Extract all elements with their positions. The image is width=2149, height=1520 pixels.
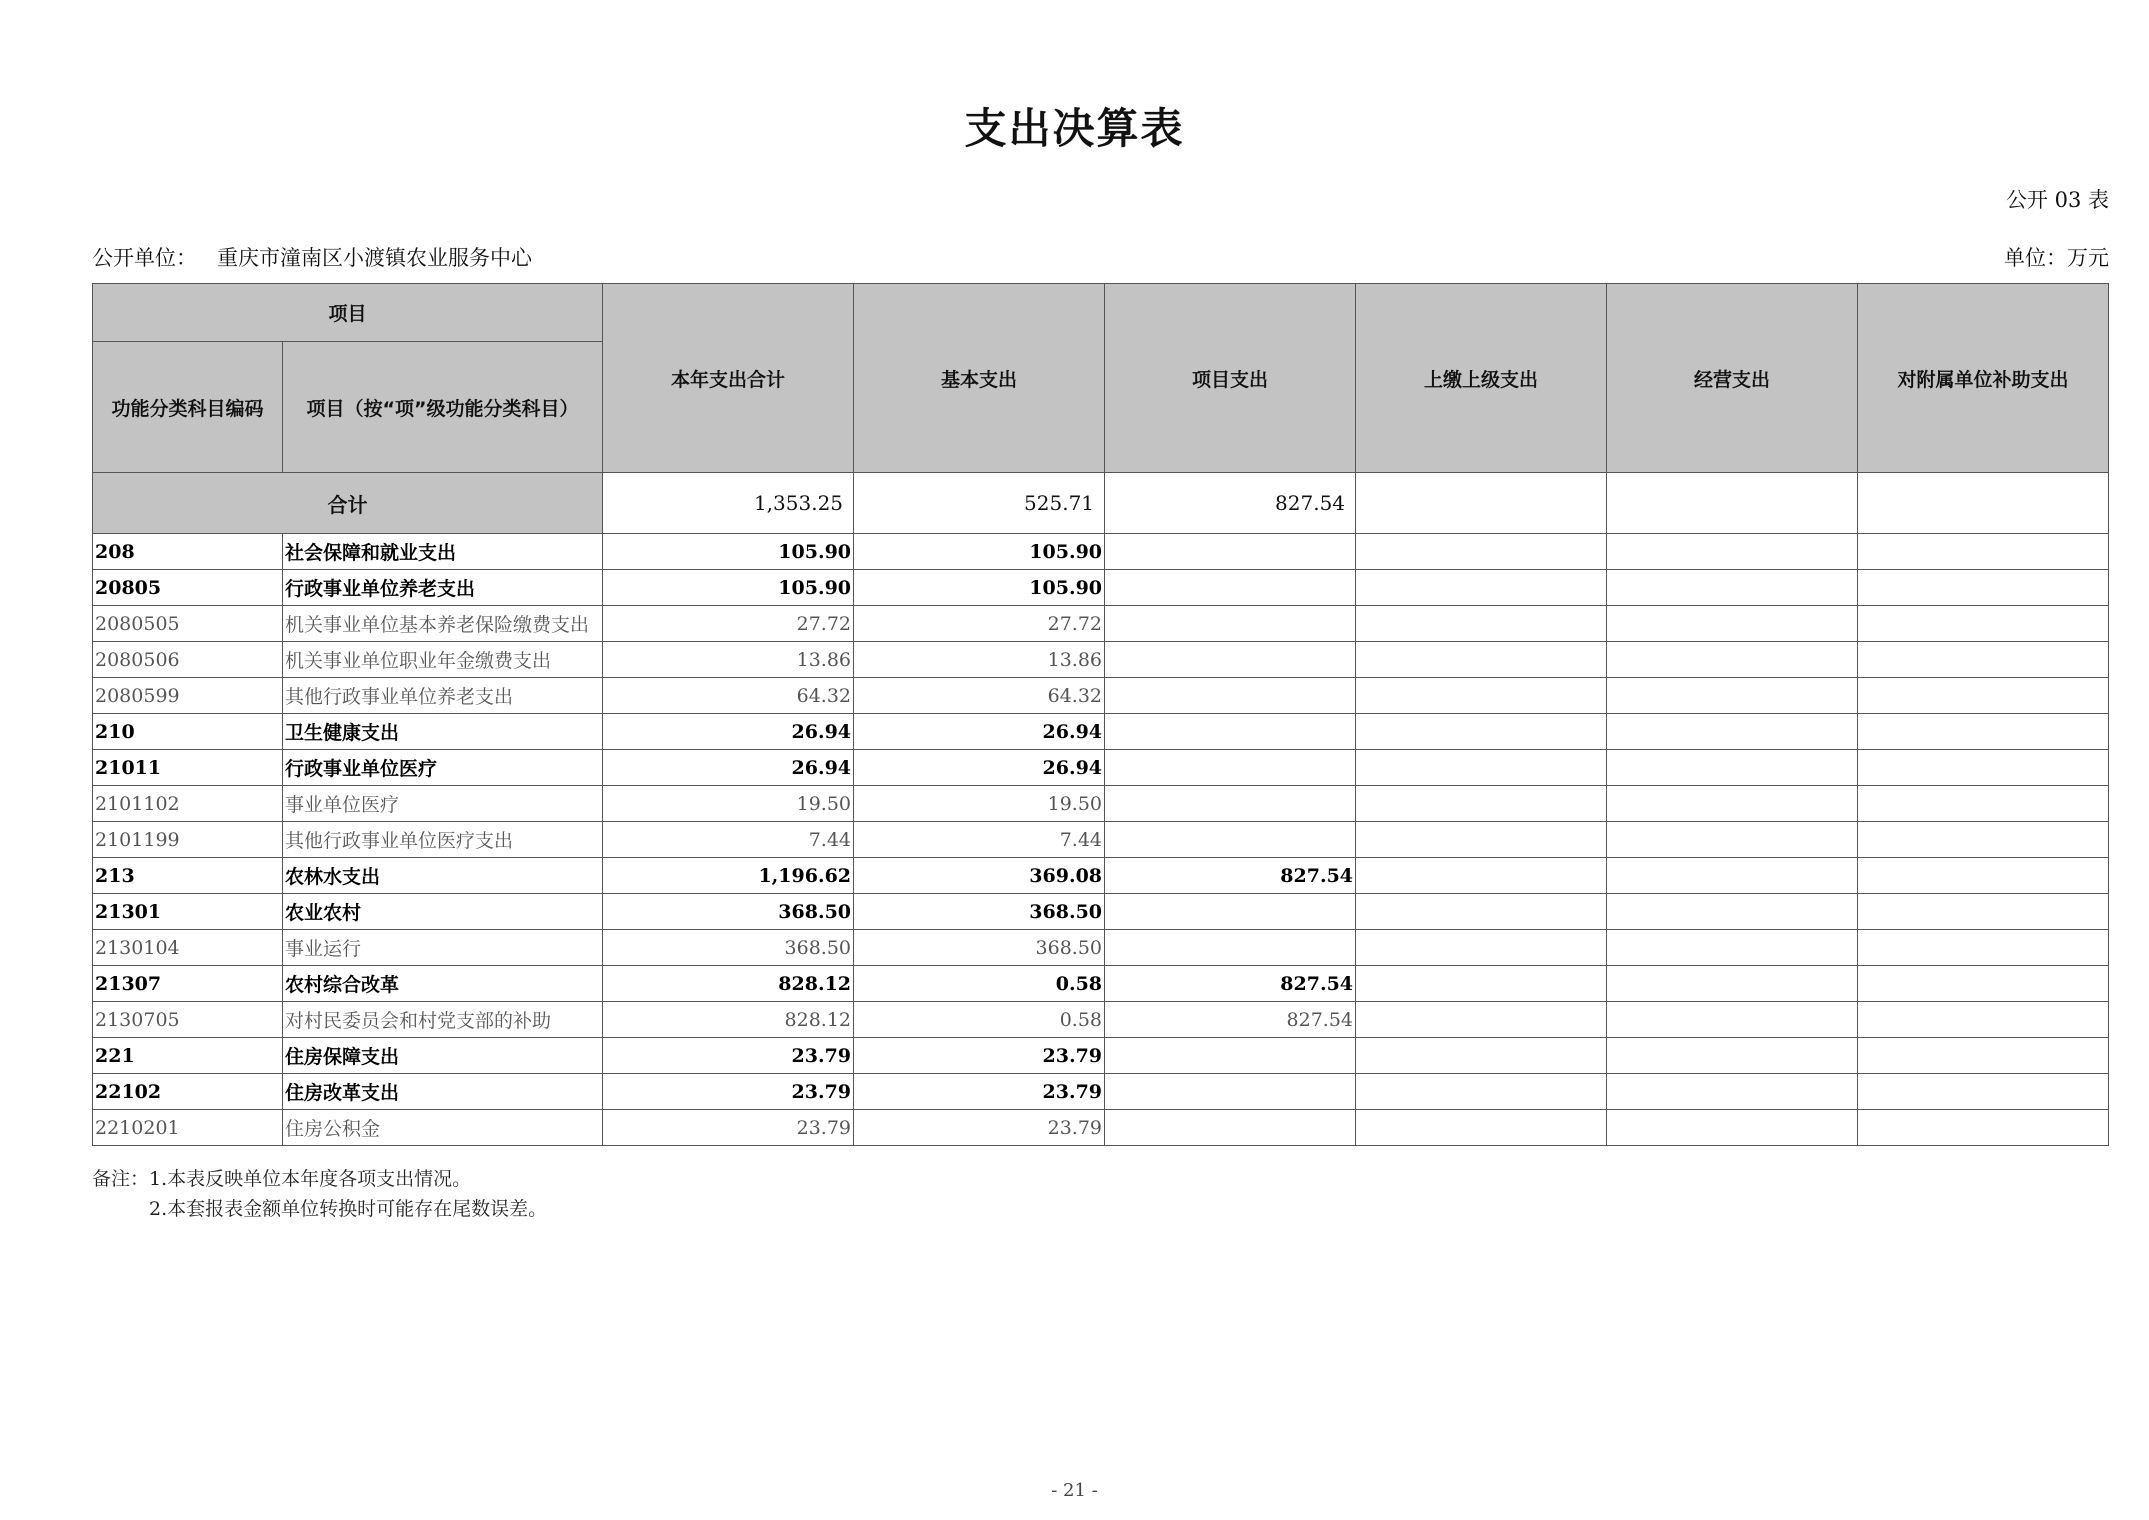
row-value: 19.50 bbox=[603, 786, 854, 822]
header-col-total: 本年支出合计 bbox=[603, 284, 854, 473]
row-code: 22102 bbox=[93, 1074, 283, 1110]
row-code: 2080599 bbox=[93, 678, 283, 714]
row-value: 64.32 bbox=[854, 678, 1105, 714]
row-value bbox=[1356, 642, 1607, 678]
row-value bbox=[1356, 786, 1607, 822]
expenditure-table bbox=[92, 283, 2109, 1146]
row-value: 26.94 bbox=[603, 750, 854, 786]
row-value bbox=[1858, 894, 2109, 930]
row-value: 0.58 bbox=[854, 1002, 1105, 1038]
row-value bbox=[1105, 750, 1356, 786]
row-value: 23.79 bbox=[854, 1074, 1105, 1110]
row-value bbox=[1105, 570, 1356, 606]
row-value: 23.79 bbox=[603, 1110, 854, 1146]
row-value: 23.79 bbox=[854, 1038, 1105, 1074]
notes bbox=[92, 1164, 547, 1224]
row-code: 21011 bbox=[93, 750, 283, 786]
row-value bbox=[1858, 822, 2109, 858]
row-name: 其他行政事业单位医疗支出 bbox=[283, 822, 603, 858]
row-value: 827.54 bbox=[1105, 1002, 1356, 1038]
row-value: 368.50 bbox=[603, 894, 854, 930]
table-row bbox=[93, 714, 2109, 750]
page-title: 支出决算表 bbox=[964, 104, 1185, 153]
table-row bbox=[93, 642, 2109, 678]
table-row bbox=[93, 966, 2109, 1002]
row-value: 26.94 bbox=[854, 750, 1105, 786]
row-value bbox=[1858, 1074, 2109, 1110]
row-value: 26.94 bbox=[603, 714, 854, 750]
row-value: 64.32 bbox=[603, 678, 854, 714]
row-value bbox=[1858, 966, 2109, 1002]
row-value bbox=[1858, 678, 2109, 714]
row-value bbox=[1607, 1038, 1858, 1074]
table-body bbox=[93, 534, 2109, 1146]
table-row bbox=[93, 678, 2109, 714]
row-value bbox=[1105, 1110, 1356, 1146]
row-value bbox=[1356, 606, 1607, 642]
table-row bbox=[93, 1074, 2109, 1110]
header-col-subsidy: 对附属单位补助支出 bbox=[1858, 284, 2109, 473]
row-value bbox=[1356, 1074, 1607, 1110]
row-value bbox=[1858, 642, 2109, 678]
row-value: 23.79 bbox=[854, 1110, 1105, 1146]
row-code: 208 bbox=[93, 534, 283, 570]
row-name: 事业单位医疗 bbox=[283, 786, 603, 822]
table-row bbox=[93, 786, 2109, 822]
row-value bbox=[1105, 822, 1356, 858]
row-value: 23.79 bbox=[603, 1074, 854, 1110]
row-value bbox=[1356, 1002, 1607, 1038]
row-value bbox=[1607, 930, 1858, 966]
row-value bbox=[1607, 1074, 1858, 1110]
row-value: 105.90 bbox=[854, 570, 1105, 606]
row-name: 事业运行 bbox=[283, 930, 603, 966]
row-name: 住房保障支出 bbox=[283, 1038, 603, 1074]
row-name: 住房公积金 bbox=[283, 1110, 603, 1146]
row-value: 105.90 bbox=[854, 534, 1105, 570]
table-row bbox=[93, 570, 2109, 606]
row-value bbox=[1356, 1110, 1607, 1146]
row-value bbox=[1858, 714, 2109, 750]
row-value: 828.12 bbox=[603, 966, 854, 1002]
row-name: 机关事业单位基本养老保险缴费支出 bbox=[283, 606, 603, 642]
unit-name: 重庆市潼南区小渡镇农业服务中心 bbox=[217, 246, 532, 270]
row-value bbox=[1105, 678, 1356, 714]
row-value: 13.86 bbox=[854, 642, 1105, 678]
row-value bbox=[1356, 750, 1607, 786]
row-value: 23.79 bbox=[603, 1038, 854, 1074]
row-value: 368.50 bbox=[854, 894, 1105, 930]
header-col-project: 项目支出 bbox=[1105, 284, 1356, 473]
row-value bbox=[1607, 894, 1858, 930]
row-value: 13.86 bbox=[603, 642, 854, 678]
row-value bbox=[1356, 714, 1607, 750]
unit-info bbox=[92, 242, 532, 272]
header-col-basic: 基本支出 bbox=[854, 284, 1105, 473]
row-value bbox=[1356, 894, 1607, 930]
row-code: 213 bbox=[93, 858, 283, 894]
note-1: 备注：1.本表反映单位本年度各项支出情况。 bbox=[92, 1168, 472, 1190]
header-item: 项目（按“项”级功能分类科目） bbox=[283, 342, 603, 473]
row-code: 2080506 bbox=[93, 642, 283, 678]
unit-line bbox=[92, 242, 2109, 272]
table-row bbox=[93, 822, 2109, 858]
row-value: 827.54 bbox=[1105, 858, 1356, 894]
row-name: 机关事业单位职业年金缴费支出 bbox=[283, 642, 603, 678]
header-col-operating: 经营支出 bbox=[1607, 284, 1858, 473]
row-value bbox=[1607, 1110, 1858, 1146]
row-value: 105.90 bbox=[603, 534, 854, 570]
row-value: 828.12 bbox=[603, 1002, 854, 1038]
row-code: 20805 bbox=[93, 570, 283, 606]
row-value: 27.72 bbox=[854, 606, 1105, 642]
row-value: 7.44 bbox=[854, 822, 1105, 858]
row-code: 2130104 bbox=[93, 930, 283, 966]
total-label: 合计 bbox=[93, 473, 603, 534]
row-value bbox=[1858, 1002, 2109, 1038]
row-name: 农业农村 bbox=[283, 894, 603, 930]
row-value bbox=[1105, 534, 1356, 570]
row-value bbox=[1105, 1074, 1356, 1110]
header-project: 项目 bbox=[93, 284, 603, 342]
row-value bbox=[1858, 858, 2109, 894]
row-value: 368.50 bbox=[854, 930, 1105, 966]
row-value bbox=[1607, 642, 1858, 678]
table-row bbox=[93, 534, 2109, 570]
row-code: 2130705 bbox=[93, 1002, 283, 1038]
unit-label: 公开单位： bbox=[92, 246, 197, 270]
total-value bbox=[1607, 473, 1858, 534]
table-row bbox=[93, 930, 2109, 966]
row-value: 105.90 bbox=[603, 570, 854, 606]
row-value bbox=[1356, 570, 1607, 606]
total-value bbox=[1356, 473, 1607, 534]
row-value bbox=[1607, 570, 1858, 606]
row-value bbox=[1858, 570, 2109, 606]
row-value bbox=[1356, 822, 1607, 858]
table-row bbox=[93, 1002, 2109, 1038]
row-value bbox=[1858, 1038, 2109, 1074]
table-row bbox=[93, 1110, 2109, 1146]
row-value bbox=[1858, 930, 2109, 966]
row-value bbox=[1356, 534, 1607, 570]
row-value bbox=[1858, 786, 2109, 822]
row-value bbox=[1858, 606, 2109, 642]
row-name: 卫生健康支出 bbox=[283, 714, 603, 750]
form-number: 公开 03 表 bbox=[2005, 188, 2109, 212]
row-value: 369.08 bbox=[854, 858, 1105, 894]
table-row bbox=[93, 606, 2109, 642]
page-number: - 21 - bbox=[1051, 1480, 1098, 1501]
total-value: 827.54 bbox=[1105, 473, 1356, 534]
row-value bbox=[1858, 750, 2109, 786]
row-value: 827.54 bbox=[1105, 966, 1356, 1002]
row-value: 27.72 bbox=[603, 606, 854, 642]
row-value bbox=[1607, 786, 1858, 822]
row-value: 7.44 bbox=[603, 822, 854, 858]
row-value bbox=[1105, 714, 1356, 750]
table-row bbox=[93, 750, 2109, 786]
row-value bbox=[1607, 1002, 1858, 1038]
row-value bbox=[1858, 534, 2109, 570]
row-value: 368.50 bbox=[603, 930, 854, 966]
row-name: 农林水支出 bbox=[283, 858, 603, 894]
table-row bbox=[93, 1038, 2109, 1074]
row-code: 2101102 bbox=[93, 786, 283, 822]
header-code: 功能分类科目编码 bbox=[93, 342, 283, 473]
row-value: 0.58 bbox=[854, 966, 1105, 1002]
row-value bbox=[1356, 1038, 1607, 1074]
row-name: 对村民委员会和村党支部的补助 bbox=[283, 1002, 603, 1038]
row-value bbox=[1607, 678, 1858, 714]
total-value bbox=[1858, 473, 2109, 534]
row-value bbox=[1607, 966, 1858, 1002]
table-row bbox=[93, 858, 2109, 894]
row-value bbox=[1607, 534, 1858, 570]
row-value bbox=[1607, 822, 1858, 858]
row-value bbox=[1105, 1038, 1356, 1074]
row-name: 行政事业单位养老支出 bbox=[283, 570, 603, 606]
header-col-remit: 上缴上级支出 bbox=[1356, 284, 1607, 473]
row-value bbox=[1607, 606, 1858, 642]
total-value: 1,353.25 bbox=[603, 473, 854, 534]
row-value bbox=[1356, 858, 1607, 894]
row-value bbox=[1105, 894, 1356, 930]
table-row bbox=[93, 894, 2109, 930]
row-code: 21301 bbox=[93, 894, 283, 930]
row-value bbox=[1105, 606, 1356, 642]
row-code: 2101199 bbox=[93, 822, 283, 858]
row-value: 19.50 bbox=[854, 786, 1105, 822]
row-code: 221 bbox=[93, 1038, 283, 1074]
row-value bbox=[1607, 858, 1858, 894]
note-2: 2.本套报表金额单位转换时可能存在尾数误差。 bbox=[149, 1198, 548, 1220]
row-code: 2080505 bbox=[93, 606, 283, 642]
row-value bbox=[1105, 930, 1356, 966]
row-name: 行政事业单位医疗 bbox=[283, 750, 603, 786]
row-value bbox=[1356, 966, 1607, 1002]
total-row bbox=[93, 473, 2109, 534]
row-value bbox=[1858, 1110, 2109, 1146]
row-value bbox=[1105, 642, 1356, 678]
row-value bbox=[1607, 714, 1858, 750]
row-value bbox=[1356, 930, 1607, 966]
row-code: 210 bbox=[93, 714, 283, 750]
row-value bbox=[1607, 750, 1858, 786]
row-value: 1,196.62 bbox=[603, 858, 854, 894]
row-value bbox=[1105, 786, 1356, 822]
row-value bbox=[1356, 678, 1607, 714]
row-name: 农村综合改革 bbox=[283, 966, 603, 1002]
total-value: 525.71 bbox=[854, 473, 1105, 534]
row-name: 社会保障和就业支出 bbox=[283, 534, 603, 570]
row-value: 26.94 bbox=[854, 714, 1105, 750]
row-code: 21307 bbox=[93, 966, 283, 1002]
currency-unit: 单位：万元 bbox=[2004, 246, 2109, 270]
row-name: 住房改革支出 bbox=[283, 1074, 603, 1110]
row-name: 其他行政事业单位养老支出 bbox=[283, 678, 603, 714]
row-code: 2210201 bbox=[93, 1110, 283, 1146]
